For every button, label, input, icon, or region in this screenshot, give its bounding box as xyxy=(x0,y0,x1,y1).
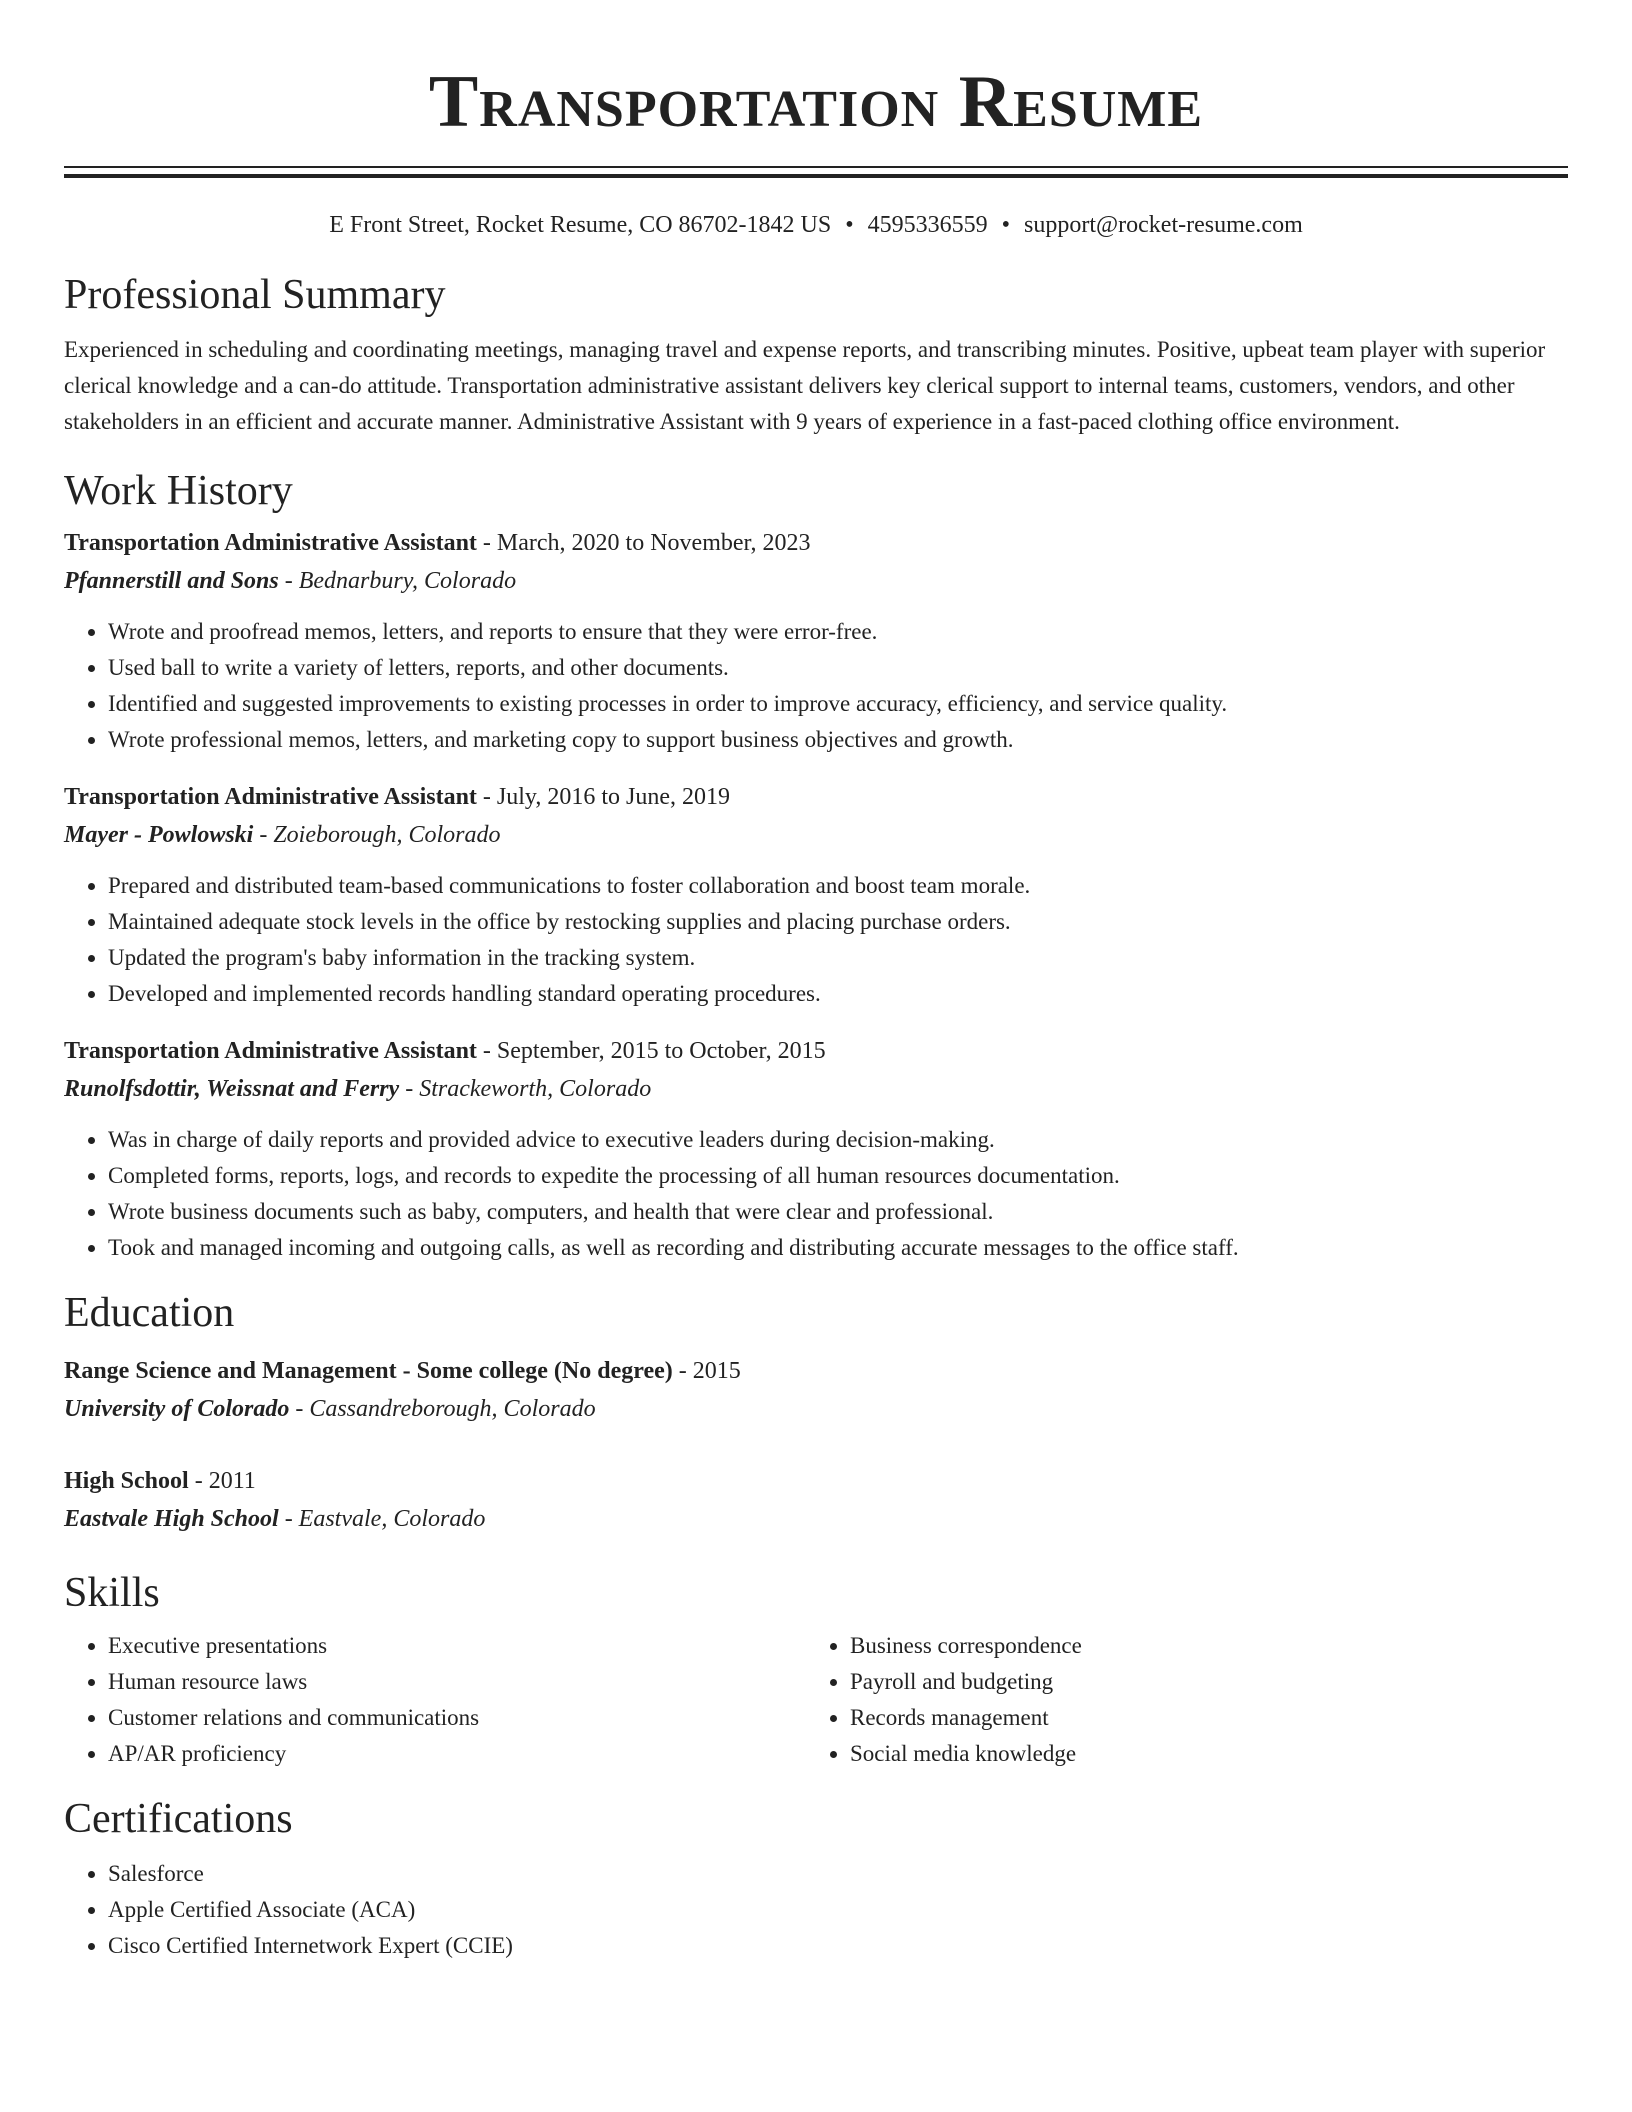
list-item: • Records management xyxy=(850,1700,1548,1736)
list-item: • Salesforce xyxy=(108,1856,1568,1892)
job-entry xyxy=(64,778,1568,1012)
list-item: • Wrote business documents such as baby, computers, and health that were clear and professional. xyxy=(108,1194,1568,1230)
degree: High School xyxy=(64,1468,189,1494)
list-item: • Maintained adequate stock levels in the office by restocking supplies and placing purchase orders. xyxy=(108,904,1568,940)
degree-year: - 2015 xyxy=(672,1358,741,1384)
list-item: • Used ball to write a variety of letters, reports, and other documents. xyxy=(108,650,1568,686)
school: Eastvale High School xyxy=(64,1506,279,1532)
skills-columns xyxy=(64,1628,1568,1772)
job-title-line xyxy=(64,1032,1568,1070)
list-item: • Updated the program's baby information in the tracking system. xyxy=(108,940,1568,976)
list-item: • Business correspondence xyxy=(850,1628,1548,1664)
contact-address: E Front Street, Rocket Resume, CO 86702-1842 US xyxy=(329,212,832,238)
job-location: - Strackeworth, Colorado xyxy=(399,1076,652,1102)
contact-phone: 4595336559 xyxy=(867,212,988,238)
school-location: - Cassandreborough, Colorado xyxy=(289,1396,596,1422)
job-title-line xyxy=(64,778,1568,816)
job-company-line xyxy=(64,562,1568,600)
list-item: • Was in charge of daily reports and provided advice to executive leaders during decision-making. xyxy=(108,1122,1568,1158)
job-title-line xyxy=(64,524,1568,562)
school-line xyxy=(64,1390,1568,1428)
contact-separator: • xyxy=(1001,212,1011,238)
skills-column-right xyxy=(806,1628,1548,1772)
job-company: Runolfsdottir, Weissnat and Ferry xyxy=(64,1076,400,1102)
job-company-line xyxy=(64,1070,1568,1108)
job-duties xyxy=(64,1122,1568,1266)
job-title: Transportation Administrative Assistant xyxy=(64,530,477,556)
job-company: Pfannerstill and Sons xyxy=(64,568,279,594)
contact-separator: • xyxy=(845,212,854,238)
list-item: • Identified and suggested improvements to existing processes in order to improve accuracy, efficiency, and service quality. xyxy=(108,686,1568,722)
skills-heading: Skills xyxy=(64,1570,160,1616)
list-item: • Wrote professional memos, letters, and marketing copy to support business objectives and growth. xyxy=(108,722,1568,758)
list-item: • Apple Certified Associate (ACA) xyxy=(108,1892,1568,1928)
list-item: • Wrote and proofread memos, letters, and reports to ensure that they were error-free. xyxy=(108,614,1568,650)
skills-list xyxy=(64,1628,806,1772)
certifications-list xyxy=(64,1856,1568,1964)
skills-column-left xyxy=(64,1628,806,1772)
job-entry xyxy=(64,524,1568,758)
resume-title: Transportation Resume xyxy=(428,61,1204,143)
skills-list xyxy=(806,1628,1548,1772)
education-heading: Education xyxy=(64,1290,235,1336)
job-company: Mayer - Powlowski xyxy=(64,822,254,848)
degree: Range Science and Management - Some college (No degree) xyxy=(64,1358,673,1384)
job-duties xyxy=(64,868,1568,1012)
job-location: - Zoieborough, Colorado xyxy=(253,822,501,848)
work-history-heading: Work History xyxy=(64,468,293,514)
job-dates: - March, 2020 to November, 2023 xyxy=(476,530,811,556)
job-duties xyxy=(64,614,1568,758)
list-item: • Completed forms, reports, logs, and records to expedite the processing of all human resources documentation. xyxy=(108,1158,1568,1194)
job-dates: - July, 2016 to June, 2019 xyxy=(476,784,731,810)
job-title: Transportation Administrative Assistant xyxy=(64,784,477,810)
list-item: • AP/AR proficiency xyxy=(108,1736,806,1772)
list-item: • Human resource laws xyxy=(108,1664,806,1700)
job-company-line xyxy=(64,816,1568,854)
degree-line xyxy=(64,1462,1568,1500)
school: University of Colorado xyxy=(64,1396,290,1422)
job-location: - Bednarbury, Colorado xyxy=(278,568,517,594)
list-item: • Cisco Certified Internetwork Expert (CCIE) xyxy=(108,1928,1568,1964)
list-item: • Customer relations and communications xyxy=(108,1700,806,1736)
title-divider xyxy=(64,166,1568,178)
summary-text: Experienced in scheduling and coordinating meetings, managing travel and expense reports, and transcribing minutes. Positive, upbeat team player with superior clerical knowledge and a can-do attitude. Transportation administrative assistant delivers key clerical support to internal teams, customers, vendors, and other stakeholders in an efficient and accurate manner. Administrative Assistant with 9 years of experience in a fast-paced clothing office environment. xyxy=(64,337,1546,434)
school-location: - Eastvale, Colorado xyxy=(278,1506,486,1532)
job-dates: - September, 2015 to October, 2015 xyxy=(476,1038,826,1064)
education-entry xyxy=(64,1352,1568,1428)
list-item: • Social media knowledge xyxy=(850,1736,1548,1772)
summary-heading: Professional Summary xyxy=(64,272,446,318)
education-entry xyxy=(64,1462,1568,1538)
list-item: • Payroll and budgeting xyxy=(850,1664,1548,1700)
job-entry xyxy=(64,1032,1568,1266)
list-item: • Prepared and distributed team-based communications to foster collaboration and boost team morale. xyxy=(108,868,1568,904)
certifications-heading: Certifications xyxy=(64,1796,293,1842)
degree-line xyxy=(64,1352,1568,1390)
school-line xyxy=(64,1500,1568,1538)
list-item: • Developed and implemented records handling standard operating procedures. xyxy=(108,976,1568,1012)
list-item: • Took and managed incoming and outgoing calls, as well as recording and distributing accurate messages to the office staff. xyxy=(108,1230,1568,1266)
degree-year: - 2011 xyxy=(188,1468,256,1494)
job-title: Transportation Administrative Assistant xyxy=(64,1038,477,1064)
contact-line xyxy=(64,210,1568,240)
contact-email: support@rocket-resume.com xyxy=(1024,212,1303,238)
list-item: • Executive presentations xyxy=(108,1628,806,1664)
